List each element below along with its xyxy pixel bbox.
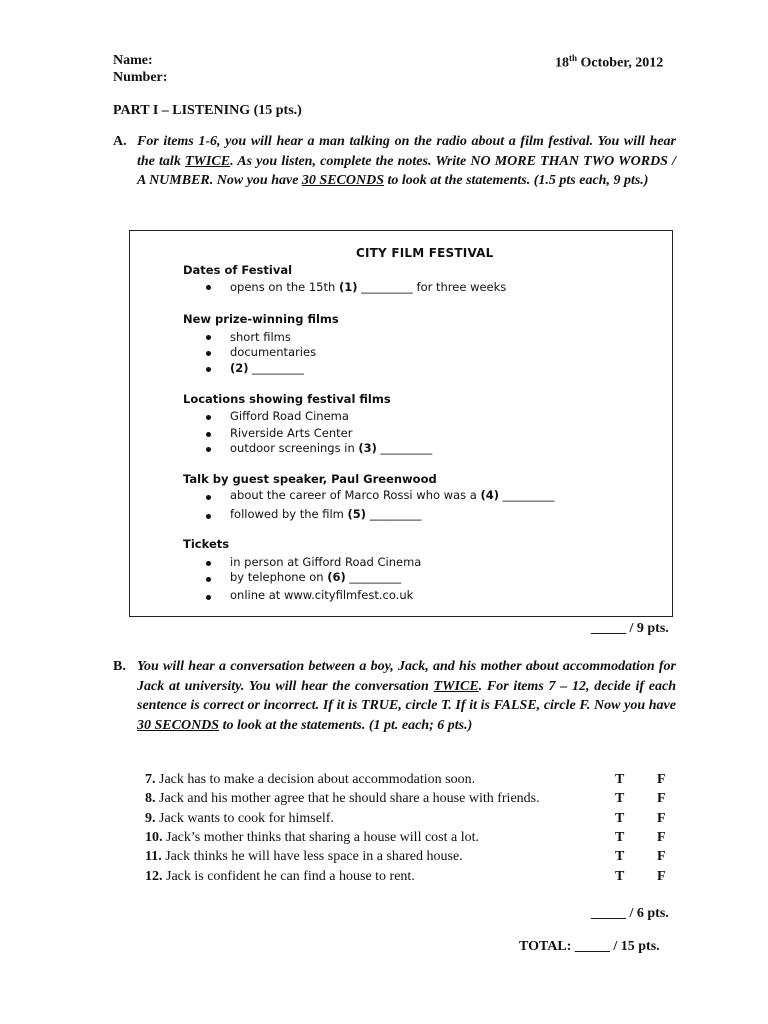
films-item-1: short films (230, 330, 291, 344)
question-text: Jack and his mother agree that he should share a house with friends. (155, 791, 540, 807)
date-suffix: th (569, 53, 578, 63)
section-a-letter: A. (113, 134, 127, 149)
bullet-icon (206, 577, 211, 582)
question-number: 11. (145, 849, 162, 865)
tickets-item-2: by telephone on (6) _________ (230, 570, 402, 584)
bullet-icon (206, 514, 211, 519)
bullet-icon (206, 432, 211, 437)
bullet-icon (206, 415, 211, 420)
question-statement (145, 830, 479, 846)
locations-item-2: Riverside Arts Center (230, 426, 353, 440)
true-option[interactable]: T (615, 829, 625, 845)
bullet-icon (206, 351, 211, 356)
true-option[interactable]: T (615, 791, 625, 807)
talk-item-2: followed by the film (5) _________ (230, 507, 422, 521)
films-heading: New prize-winning films (183, 312, 339, 326)
tickets-heading: Tickets (183, 537, 230, 551)
films-item-3: (2) _________ (230, 361, 304, 375)
bullet-icon (206, 335, 211, 340)
dates-heading: Dates of Festival (183, 263, 293, 277)
number-label: Number: (113, 70, 168, 85)
bullet-icon (206, 495, 211, 500)
part-title: PART I – LISTENING (15 pts.) (113, 103, 302, 118)
question-number: 8. (145, 791, 156, 807)
films-item-2: documentaries (230, 345, 317, 359)
locations-heading: Locations showing festival films (183, 392, 391, 406)
bullet-icon (206, 285, 211, 290)
question-statement (145, 772, 475, 788)
question-statement (145, 849, 463, 865)
false-option[interactable]: F (657, 791, 666, 807)
section-b-letter: B. (113, 659, 126, 674)
false-option[interactable]: F (657, 772, 666, 787)
total-score: TOTAL: _____ / 15 pts. (519, 939, 660, 954)
true-option[interactable]: T (615, 810, 625, 826)
bullet-icon (206, 367, 211, 372)
question-text: Jack is confident he can find a house to rent. (162, 868, 415, 884)
false-option[interactable]: F (657, 829, 666, 845)
locations-item-1: Gifford Road Cinema (230, 409, 349, 423)
section-a-score: _____ / 9 pts. (591, 621, 669, 636)
false-option[interactable]: F (657, 810, 666, 826)
date-rest: October, 2012 (577, 55, 664, 71)
date-day: 18 (555, 55, 569, 71)
question-text: Jack thinks he will have less space in a shared house. (161, 849, 463, 865)
dates-item: opens on the 15th (1) _________ for three weeks (230, 280, 507, 294)
question-statement (145, 791, 540, 807)
box-title: CITY FILM FESTIVAL (356, 246, 494, 260)
date-label (555, 53, 663, 72)
question-text: Jack wants to cook for himself. (155, 810, 334, 826)
question-number: 9. (145, 810, 156, 826)
section-a-instructions: For items 1-6, you will hear a man talking on the radio about a film festival. You will hear the talk TWICE. As you listen, complete the notes. Write NO MORE THAN TWO WORDS / A NUMBER. Now you have 30 SECONDS to look at the statements. (1.5 pts each, 9 pts.) (137, 134, 677, 188)
name-label: Name: (113, 53, 153, 68)
question-statement (145, 869, 415, 885)
question-number: 7. (145, 772, 156, 787)
tickets-item-1: in person at Gifford Road Cinema (230, 555, 422, 569)
true-option[interactable]: T (615, 849, 625, 865)
false-option[interactable]: F (657, 868, 666, 884)
question-text: Jack’s mother thinks that sharing a house will cost a lot. (162, 829, 480, 845)
talk-heading: Talk by guest speaker, Paul Greenwood (183, 472, 437, 486)
question-text: Jack has to make a decision about accommodation soon. (155, 772, 476, 787)
question-number: 12. (145, 868, 163, 884)
bullet-icon (206, 595, 211, 600)
true-option[interactable]: T (615, 868, 625, 884)
bullet-icon (206, 447, 211, 452)
false-option[interactable]: F (657, 849, 666, 865)
talk-item-1: about the career of Marco Rossi who was a (4) _________ (230, 488, 555, 502)
bullet-icon (206, 561, 211, 566)
question-statement (145, 811, 334, 827)
section-b-instructions: You will hear a conversation between a boy, Jack, and his mother about accommodation for Jack at university. You will hear the conversation TWICE. For items 7 – 12, decide if each sentence is correct or incorrect. If it is TRUE, circle T. If it is FALSE, circle F. Now you have 30 SECONDS to look at the statements. (1 pt. each; 6 pts.) (137, 659, 676, 733)
section-b-score: _____ / 6 pts. (591, 906, 669, 921)
true-option[interactable]: T (615, 772, 625, 787)
question-number: 10. (145, 829, 163, 845)
tickets-item-3: online at www.cityfilmfest.co.uk (230, 588, 414, 602)
locations-item-3: outdoor screenings in (3) _________ (230, 441, 433, 455)
